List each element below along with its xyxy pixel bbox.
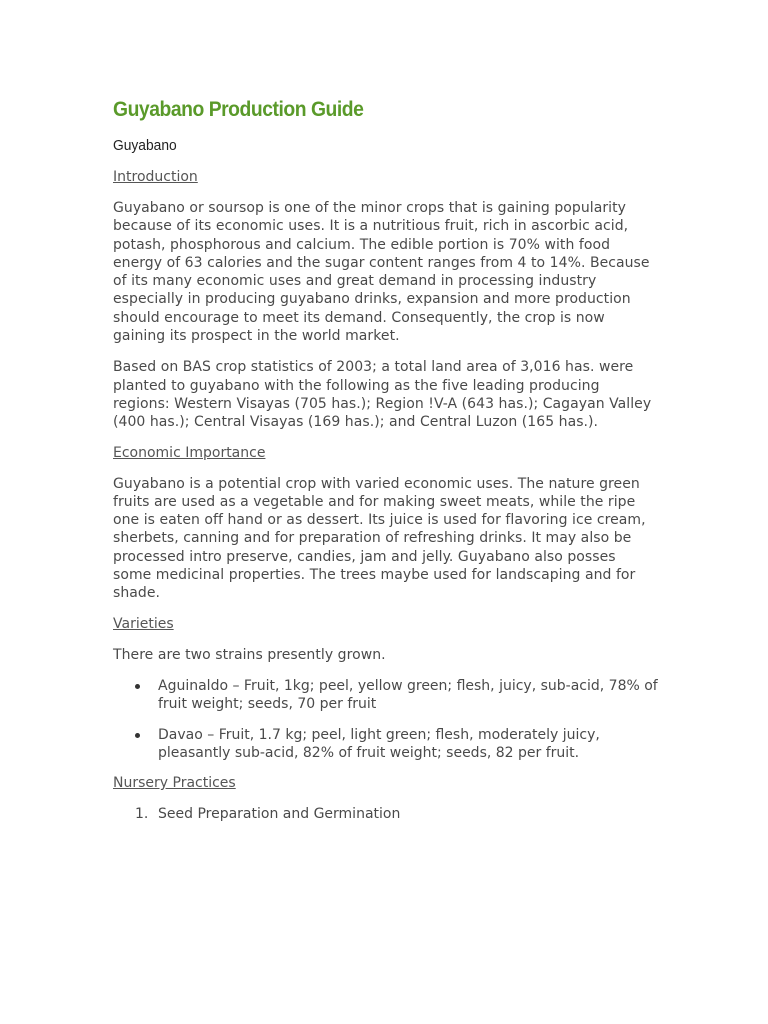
bullet-icon (135, 733, 140, 738)
list-item-number: 1. (135, 806, 149, 823)
list-item-text: Aguinaldo – Fruit, 1kg; peel, yellow green; flesh, juicy, sub-acid, 78% of fruit weight; seeds, 70 per fruit (158, 677, 658, 713)
paragraph-introduction: Guyabano or soursop is one of the minor crops that is gaining popularity because of its economic uses. It is a nutritious fruit, rich in ascorbic acid, potash, phosphorous and calcium. The edible portion is 70% with food energy of 63 calories and the sugar content ranges from 4 to 14%. Because of its many economic uses and great demand in processing industry especially in producing guyabano drinks, expansion and more production should encourage to meet its demand. Consequently, the crop is now gaining its prospect in the world market. (113, 200, 650, 345)
paragraph-varieties: There are two strains presently grown. (113, 646, 386, 663)
varieties-list (113, 677, 658, 762)
paragraph-economic-importance: Guyabano is a potential crop with varied economic uses. The nature green fruits are used as a vegetable and for making sweet meats, while the ripe one is eaten off hand or as dessert. Its juice is used for flavoring ice cream, sherbets, canning and for preparation of refreshing drinks. It may also be processed intro preserve, candies, jam and jelly. Guyabano also posses some medicinal properties. The trees maybe used for landscaping and for shade. (113, 475, 646, 602)
nursery-list (113, 805, 658, 823)
list-item-text: Seed Preparation and Germination (158, 806, 401, 823)
list-item (113, 677, 658, 714)
paragraph-statistics: Based on BAS crop statistics of 2003; a total land area of 3,016 has. were planted to guyabano with the following as the five leading producing regions: Western Visayas (705 has.); Region !V-A (643 has.); Cagayan Valley (400 has.); Central Visayas (169 has.); and Central Luzon (165 has.). (113, 359, 652, 431)
list-item (113, 805, 658, 823)
section-heading-economic-importance: Economic Importance (113, 444, 266, 461)
list-item (113, 726, 658, 763)
page-title: Guyabano Production Guide (113, 98, 364, 121)
page-subtitle: Guyabano (113, 137, 177, 154)
section-heading-nursery-practices: Nursery Practices (113, 775, 236, 792)
document-page (113, 96, 658, 823)
list-item-text: Davao – Fruit, 1.7 kg; peel, light green; flesh, moderately juicy, pleasantly sub-acid, 82% of fruit weight; seeds, 82 per fruit. (158, 726, 600, 761)
section-heading-introduction: Introduction (113, 169, 198, 185)
bullet-icon (135, 684, 140, 689)
section-heading-varieties: Varieties (113, 615, 174, 632)
